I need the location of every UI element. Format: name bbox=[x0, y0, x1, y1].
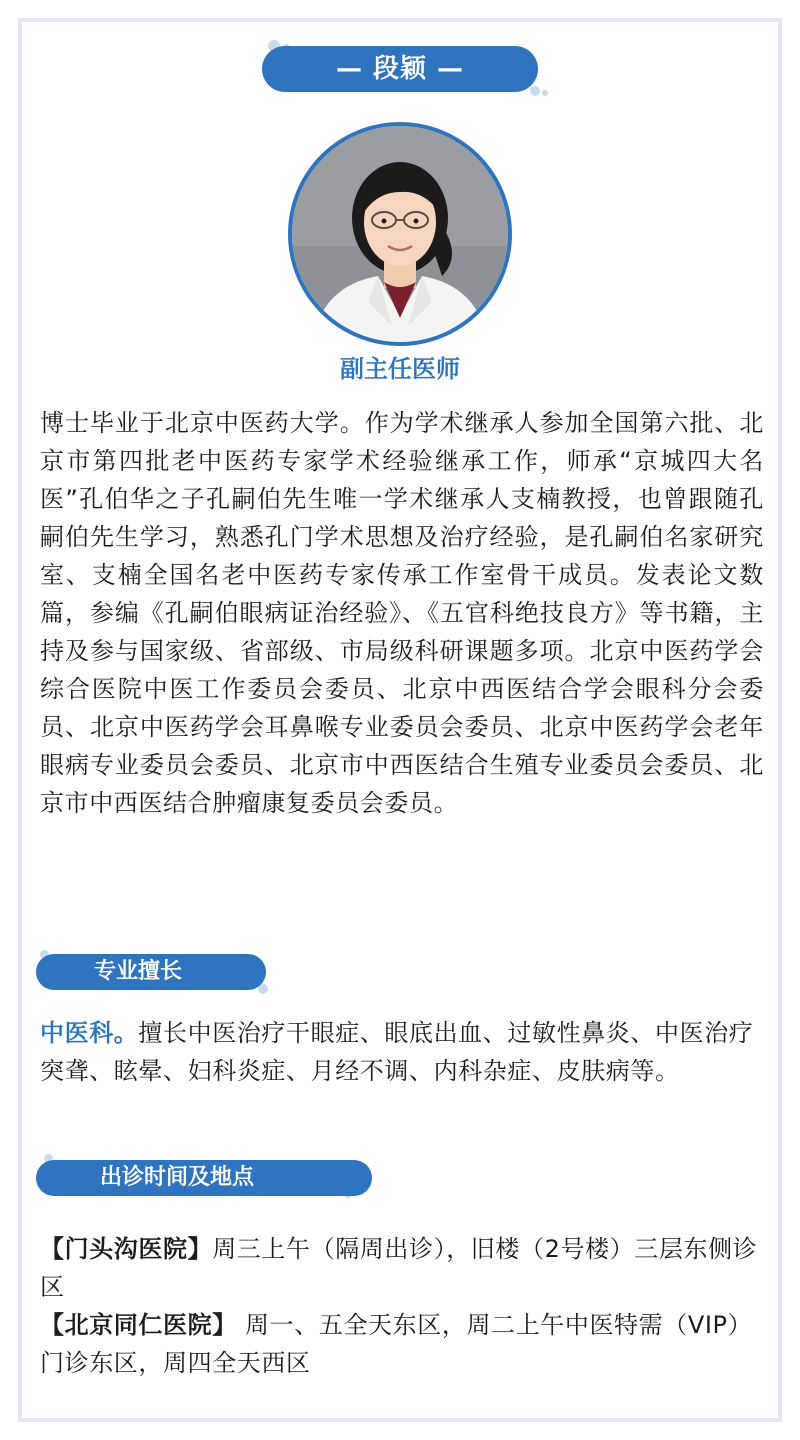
doctor-name-pill: — 段颖 — bbox=[262, 46, 538, 92]
decor-dot bbox=[530, 86, 540, 96]
doctor-title: 副主任医师 bbox=[340, 355, 460, 383]
portrait-illustration bbox=[292, 126, 508, 342]
clinic-heading: 出诊时间及地点 bbox=[36, 1160, 372, 1196]
doctor-portrait-icon bbox=[288, 122, 512, 346]
clinic-entry bbox=[40, 1306, 764, 1382]
clinic-hospital: 【门头沟医院】 bbox=[40, 1235, 213, 1263]
doctor-bio: 博士毕业于北京中医药大学。作为学术继承人参加全国第六批、北京市第四批老中医药专家学术经验继承工作，师承“京城四大名医”孔伯华之子孔嗣伯先生唯一学术继承人支楠教授，也曾跟随孔嗣伯先生学习，熟悉孔门学术思想及治疗经验，是孔嗣伯名家研究室、支楠全国名老中医药专家传承工作室骨干成员。发表论文数篇，参编《孔嗣伯眼病证治经验》、《五官科绝技良方》等书籍，主持及参与国家级、省部级、市局级科研课题多项。北京中医药学会综合医院中医工作委员会委员、北京中西医结合学会眼科分会委员、北京中医药学会耳鼻喉专业委员会委员、北京中医药学会老年眼病专业委员会委员、北京市中西医结合生殖专业委员会委员、北京市中西医结合肿瘤康复委员会委员。 bbox=[40, 409, 764, 817]
clinic-hospital: 【北京同仁医院】 bbox=[40, 1311, 237, 1339]
decor-dot bbox=[542, 90, 548, 96]
clinic-schedule: 周一、五全天东区，周二上午中医特需（VIP）门诊东区，周四全天西区 bbox=[40, 1311, 753, 1377]
clinic-schedule: 周三上午（隔周出诊），旧楼（2号楼）三层东侧诊区 bbox=[40, 1235, 758, 1301]
specialty-department: 中医科。 bbox=[40, 1019, 139, 1047]
specialty-description: 擅长中医治疗干眼症、眼底出血、过敏性鼻炎、中医治疗突聋、眩晕、妇科炎症、月经不调、内科杂症、皮肤病等。 bbox=[40, 1019, 754, 1085]
specialty-heading: 专业擅长 bbox=[36, 954, 266, 990]
clinic-entry bbox=[40, 1230, 764, 1306]
specialty-text bbox=[40, 1014, 764, 1090]
